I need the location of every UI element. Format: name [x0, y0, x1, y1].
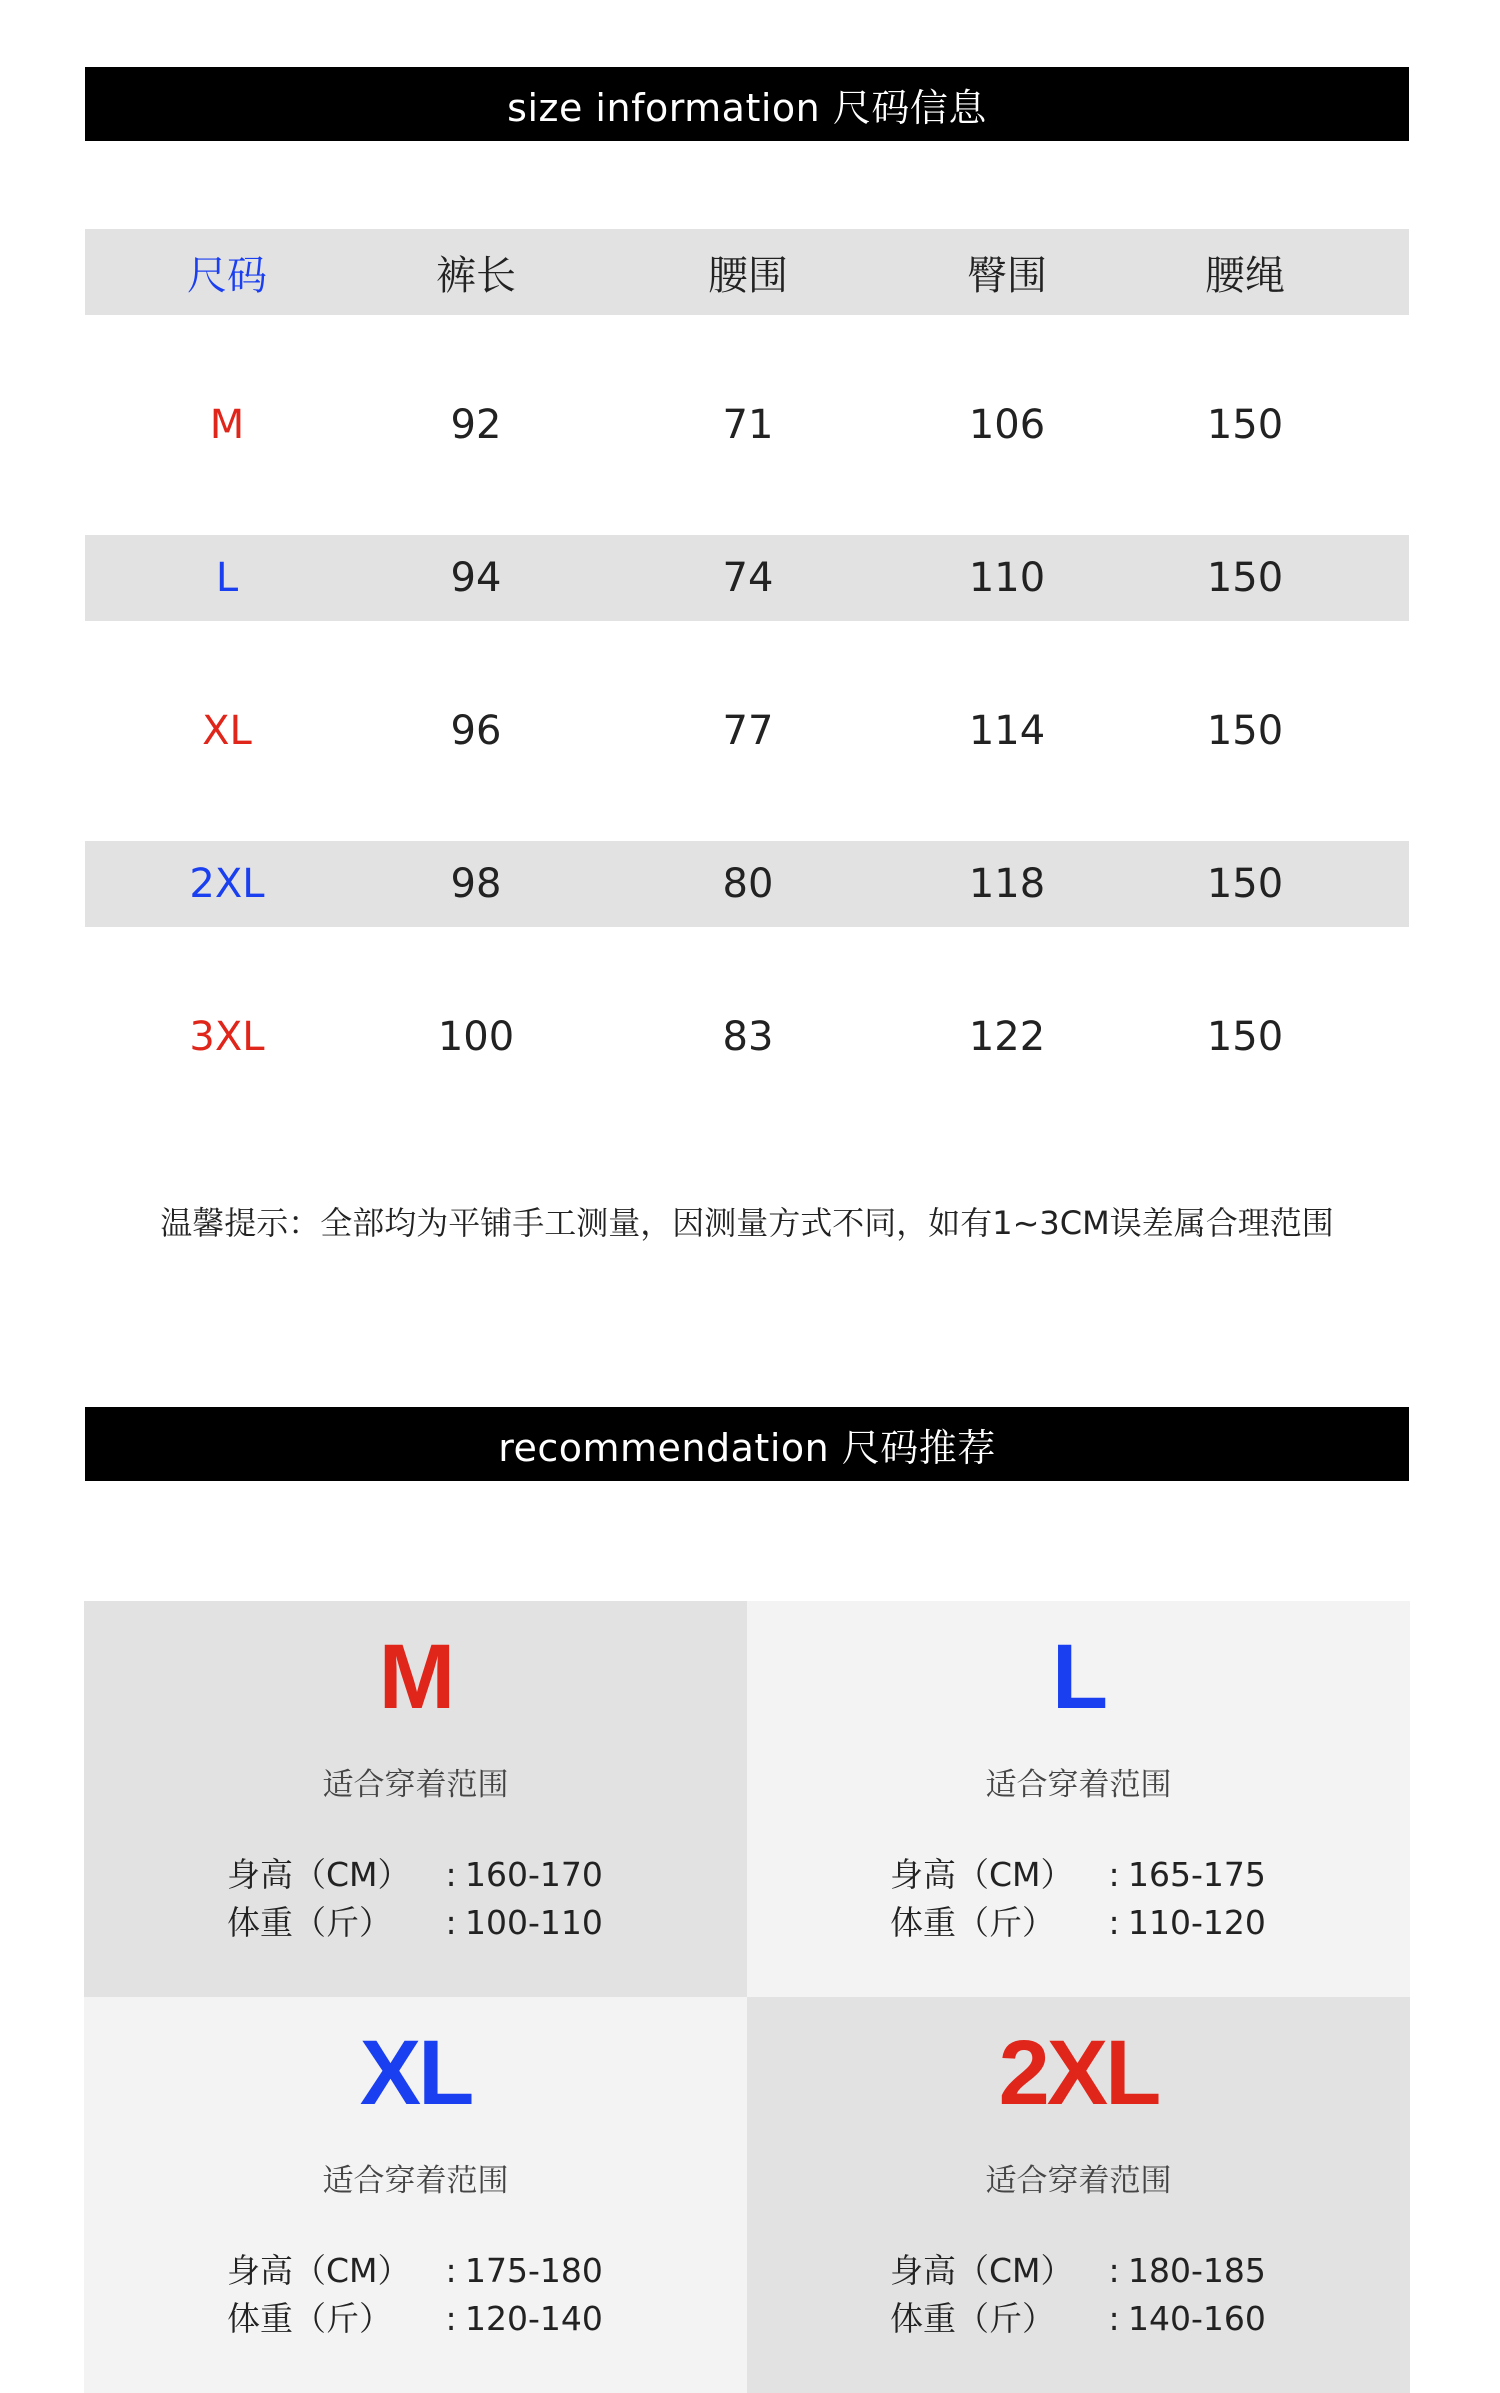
height-value: 180-185: [1128, 2251, 1266, 2290]
size-cell: M: [209, 402, 245, 448]
size-cell: 2XL: [189, 861, 265, 907]
drawstring-cell: 150: [1206, 555, 1284, 601]
card-subtitle: 适合穿着范围: [985, 1767, 1172, 1803]
waist-cell: 77: [722, 708, 774, 754]
height-label: 身高（CM）: [227, 2251, 411, 2290]
card-size-label: XL: [359, 2022, 472, 2124]
hip-cell: 122: [968, 1014, 1046, 1060]
size-cell: 3XL: [189, 1014, 265, 1060]
recommendation-header: [85, 1407, 1409, 1481]
waist-cell: 80: [722, 861, 774, 907]
card-weight-line: 体重（斤） : 140-160: [890, 2293, 1266, 2340]
drawstring-cell: 150: [1206, 402, 1284, 448]
size-information-title: size information 尺码信息: [507, 85, 987, 130]
waist-cell: 74: [722, 555, 774, 601]
column-header-length: 裤长: [436, 252, 516, 299]
recommendation-card-2xl: [747, 1997, 1410, 2393]
card-subtitle: 适合穿着范围: [985, 2163, 1172, 2199]
column-header-drawstring: 腰绳: [1205, 252, 1285, 299]
table-row: [85, 688, 1409, 774]
recommendation-card-xl: [84, 1997, 747, 2393]
drawstring-cell: 150: [1206, 1014, 1284, 1060]
drawstring-cell: 150: [1206, 861, 1284, 907]
size-information-header: [85, 67, 1409, 141]
table-row: [85, 382, 1409, 468]
card-weight-line: 体重（斤） : 100-110: [227, 1897, 603, 1944]
hip-cell: 118: [968, 861, 1046, 907]
card-weight-line: 体重（斤） : 120-140: [227, 2293, 603, 2340]
hip-cell: 114: [968, 708, 1046, 754]
length-cell: 94: [450, 555, 502, 601]
recommendation-card-m: [84, 1601, 747, 1997]
drawstring-cell: 150: [1206, 708, 1284, 754]
weight-value: 110-120: [1128, 1903, 1266, 1942]
height-value: 175-180: [465, 2251, 603, 2290]
weight-value: 120-140: [465, 2299, 603, 2338]
card-height-line: 身高（CM） : 160-170: [227, 1849, 603, 1896]
waist-cell: 71: [722, 402, 774, 448]
size-table: [85, 229, 1409, 1080]
recommendation-grid: [84, 1601, 1410, 2338]
recommendation-title: recommendation 尺码推荐: [498, 1425, 996, 1470]
recommendation-card-l: [747, 1601, 1410, 1997]
column-header-size: 尺码: [187, 252, 267, 299]
height-value: 160-170: [465, 1855, 603, 1894]
table-row: [85, 535, 1409, 621]
table-header-row: [85, 229, 1409, 315]
weight-value: 100-110: [465, 1903, 603, 1942]
hip-cell: 110: [968, 555, 1046, 601]
size-cell: L: [215, 555, 239, 601]
height-label: 身高（CM）: [227, 1855, 411, 1894]
card-subtitle: 适合穿着范围: [322, 2163, 509, 2199]
card-weight-line: 体重（斤） : 110-120: [890, 1897, 1266, 1944]
length-cell: 92: [450, 402, 502, 448]
height-label: 身高（CM）: [890, 1855, 1074, 1894]
length-cell: 100: [437, 1014, 515, 1060]
weight-label: 体重（斤）: [227, 2299, 392, 2338]
column-header-waist: 腰围: [708, 252, 788, 299]
card-height-line: 身高（CM） : 165-175: [890, 1849, 1266, 1896]
length-cell: 98: [450, 861, 502, 907]
card-subtitle: 适合穿着范围: [322, 1767, 509, 1803]
weight-label: 体重（斤）: [890, 2299, 1055, 2338]
card-size-label: 2XL: [998, 2022, 1159, 2124]
measurement-note: 温馨提示：全部均为平铺手工测量，因测量方式不同，如有1~3CM误差属合理范围: [160, 1204, 1334, 1242]
length-cell: 96: [450, 708, 502, 754]
weight-value: 140-160: [1128, 2299, 1266, 2338]
card-height-line: 身高（CM） : 175-180: [227, 2245, 603, 2292]
table-row: [85, 994, 1409, 1080]
card-size-label: M: [378, 1626, 453, 1728]
table-row: [85, 841, 1409, 927]
column-header-hip: 臀围: [967, 252, 1047, 299]
hip-cell: 106: [968, 402, 1046, 448]
weight-label: 体重（斤）: [890, 1903, 1055, 1942]
height-label: 身高（CM）: [890, 2251, 1074, 2290]
height-value: 165-175: [1128, 1855, 1266, 1894]
waist-cell: 83: [722, 1014, 774, 1060]
card-size-label: L: [1051, 1626, 1106, 1728]
size-cell: XL: [202, 708, 252, 754]
card-height-line: 身高（CM） : 180-185: [890, 2245, 1266, 2292]
weight-label: 体重（斤）: [227, 1903, 392, 1942]
